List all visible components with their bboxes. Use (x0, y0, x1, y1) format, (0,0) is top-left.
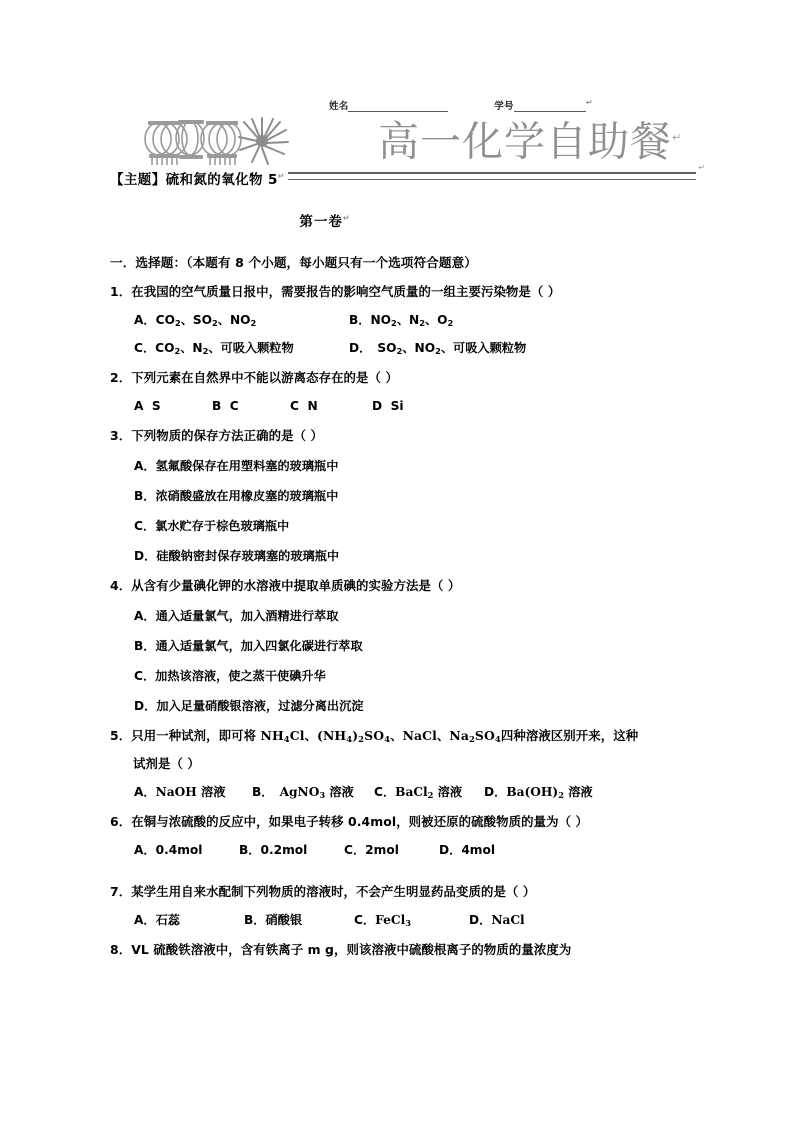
option-row[interactable] (134, 457, 690, 475)
question-number: 2． (110, 370, 132, 385)
option-label: A (134, 399, 152, 413)
student-id-fields (329, 98, 689, 112)
question-number: 7． (110, 884, 132, 899)
option-row (134, 783, 690, 801)
option-label: C． (374, 785, 396, 799)
divider-pilcrow: ↵ (698, 163, 705, 172)
option-label: C． (354, 913, 376, 927)
option-label: C (290, 399, 308, 413)
option-text: 氢氟酸保存在用塑料塞的玻璃瓶中 (155, 459, 339, 473)
option-D[interactable] (469, 911, 525, 929)
option-text: 通入适量氯气，加入四氯化碳进行萃取 (155, 639, 363, 653)
option-text: BaCl$_2$ 溶液 (395, 785, 463, 800)
option-row (134, 841, 690, 859)
option-row (134, 339, 690, 357)
option-A[interactable] (134, 783, 252, 801)
name-label: 姓名 (329, 101, 349, 113)
option-C[interactable] (344, 841, 439, 859)
option-row (134, 397, 690, 415)
option-label: B． (349, 313, 371, 327)
part-heading-pilcrow: ↵ (342, 213, 351, 223)
option-D[interactable] (134, 697, 364, 715)
option-label: D． (134, 549, 157, 563)
option-B[interactable] (239, 841, 344, 859)
option-label: D (372, 399, 391, 413)
vertical-spacer (110, 859, 690, 871)
option-A[interactable] (134, 397, 212, 415)
student-number-blank-line[interactable] (514, 102, 586, 112)
option-row[interactable] (134, 517, 690, 535)
subject-topic: 【主题】硫和氮的氧化物 5↵ (110, 168, 288, 188)
option-B[interactable] (349, 311, 453, 329)
option-text: 4mol (461, 843, 496, 857)
option-A[interactable] (134, 607, 338, 625)
option-label: B． (252, 785, 268, 799)
option-C[interactable] (354, 911, 469, 929)
option-label: D． (484, 785, 507, 799)
option-label: A． (134, 785, 156, 799)
option-row[interactable] (134, 667, 690, 685)
option-label: A． (134, 843, 156, 857)
question-text: 在铜与浓硫酸的反应中，如果电子转移 0.4mol，则被还原的硫酸物质的量为（ ） (131, 814, 588, 829)
option-label: A． (134, 459, 156, 473)
option-text: 氯水贮存于棕色玻璃瓶中 (155, 519, 290, 533)
pilcrow-mark: ↵ (585, 98, 593, 107)
option-B[interactable] (212, 397, 290, 415)
option-text: 浓硝酸盛放在用橡皮塞的玻璃瓶中 (155, 489, 339, 503)
option-text: 加热该溶液，使之蒸干使碘升华 (155, 669, 326, 683)
option-text: 硝酸银 (265, 913, 303, 927)
option-label: D． (349, 341, 366, 355)
part-heading: 第一卷↵ (299, 213, 351, 230)
option-D[interactable] (484, 783, 593, 801)
document-title: 高一化学自助餐↵ (378, 117, 683, 166)
option-text: 加入足量硝酸银溶液，过滤分离出沉淀 (156, 699, 364, 713)
option-text: $CO_2$、$N_2$、可吸入颗粒物 (155, 341, 294, 356)
option-C[interactable] (134, 667, 326, 685)
option-text: NaCl (491, 913, 525, 927)
option-B[interactable] (134, 637, 363, 655)
question-stem (110, 282, 690, 301)
option-label: B． (244, 913, 266, 927)
option-A[interactable] (134, 841, 239, 859)
question-block (110, 368, 690, 415)
option-text: 0.4mol (155, 843, 203, 857)
question-block (110, 726, 690, 801)
question-text-continued: 试剂是（ ） (133, 756, 200, 771)
question-stem (110, 368, 690, 387)
option-label: D． (134, 699, 157, 713)
subject-pilcrow: ↵ (277, 171, 285, 181)
question-stem (110, 882, 690, 901)
option-label: C． (134, 519, 156, 533)
question-text: 下列物质的保存方法正确的是（ ） (131, 428, 323, 443)
title-pilcrow: ↵ (672, 131, 683, 144)
option-B[interactable] (244, 911, 354, 929)
page-header (110, 96, 705, 188)
option-row[interactable] (134, 607, 690, 625)
option-text: N (307, 399, 318, 413)
option-D[interactable] (349, 339, 526, 357)
question-block (110, 576, 690, 715)
option-label: C． (344, 843, 366, 857)
question-text: 在我国的空气质量日报中，需要报告的影响空气质量的一组主要污染物是（ ） (131, 284, 561, 299)
option-D[interactable] (439, 841, 495, 859)
question-block (110, 282, 690, 357)
option-D[interactable] (134, 547, 339, 565)
option-text: NaOH 溶液 (155, 785, 226, 799)
option-text: 硅酸钠密封保存玻璃塞的玻璃瓶中 (156, 549, 340, 563)
option-text: 2mol (365, 843, 399, 857)
option-row[interactable] (134, 637, 690, 655)
option-label: A． (134, 313, 156, 327)
question-stem (110, 576, 690, 595)
question-block (110, 812, 690, 859)
option-label: D． (439, 843, 462, 857)
option-text: C (229, 399, 239, 413)
option-text: FeCl$_3$ (375, 913, 411, 928)
question-text: 下列元素在自然界中不能以游离态存在的是（ ） (131, 370, 398, 385)
option-row[interactable] (134, 547, 690, 565)
option-label: B． (134, 489, 156, 503)
option-C[interactable] (134, 517, 289, 535)
option-B[interactable] (134, 487, 338, 505)
question-stem (110, 812, 690, 831)
option-row[interactable] (134, 697, 690, 715)
option-label: C． (134, 341, 156, 355)
option-label: B． (134, 639, 156, 653)
option-C[interactable] (134, 339, 349, 357)
option-D[interactable] (372, 397, 404, 415)
question-block (110, 426, 690, 565)
question-stem (110, 940, 690, 959)
question-block (110, 882, 690, 929)
option-row (134, 311, 690, 329)
option-text: 通入适量氯气，加入酒精进行萃取 (155, 609, 339, 623)
option-label: A． (134, 913, 156, 927)
option-label: A． (134, 609, 156, 623)
option-label: B． (239, 843, 261, 857)
option-C[interactable] (374, 783, 484, 801)
option-B[interactable] (252, 783, 374, 801)
option-row[interactable] (134, 487, 690, 505)
question-list (110, 282, 690, 959)
question-stem (110, 726, 690, 773)
option-A[interactable] (134, 911, 244, 929)
name-blank-line[interactable] (348, 102, 448, 112)
question-text: VL 硫酸铁溶液中，含有铁离子 m g，则该溶液中硫酸根离子的物质的量浓度为 (131, 942, 572, 957)
student-number-label: 学号 (494, 101, 514, 113)
section-heading: 一．选择题：（本题有 8 个小题，每小题只有一个选项符合题意） (110, 255, 477, 270)
option-text: S (151, 399, 161, 413)
option-text: $Ba(OH)_2$ 溶液 (506, 785, 593, 800)
question-text: 某学生用自来水配制下列物质的溶液时，不会产生明显药品变质的是（ ） (131, 884, 536, 899)
lantern-decoration-icon (128, 112, 324, 170)
option-label: D． (469, 913, 492, 927)
question-block (110, 940, 690, 959)
question-text: 只用一种试剂，即可将 $NH_4Cl$、$(NH_4)_2SO_4$、NaCl、$Na_2SO_4$四种溶液区别开来，这种 (131, 728, 639, 744)
option-label: C． (134, 669, 156, 683)
question-stem (110, 426, 690, 445)
question-number: 6． (110, 814, 132, 829)
question-text: 从含有少量碘化钾的水溶液中提取单质碘的实验方法是（ ） (131, 578, 461, 593)
question-number: 4． (110, 578, 132, 593)
option-text: 石蕊 (155, 913, 180, 927)
question-number: 3． (110, 428, 132, 443)
option-A[interactable] (134, 311, 349, 329)
question-number: 1． (110, 284, 132, 299)
option-row (134, 911, 690, 929)
option-text: $SO_2$、$NO_2$、可吸入颗粒物 (365, 341, 527, 356)
option-text: $NO_2$、$N_2$、$O_2$ (370, 313, 454, 328)
question-number: 8． (110, 942, 132, 957)
option-text: $CO_2$、$SO_2$、$NO_2$ (155, 313, 257, 328)
option-A[interactable] (134, 457, 338, 475)
option-text: Si (390, 399, 404, 413)
option-text: AgNO$_3$ 溶液 (279, 785, 354, 800)
option-text: 0.2mol (260, 843, 308, 857)
option-C[interactable] (290, 397, 372, 415)
question-number: 5． (110, 728, 132, 743)
option-label: B (212, 399, 230, 413)
